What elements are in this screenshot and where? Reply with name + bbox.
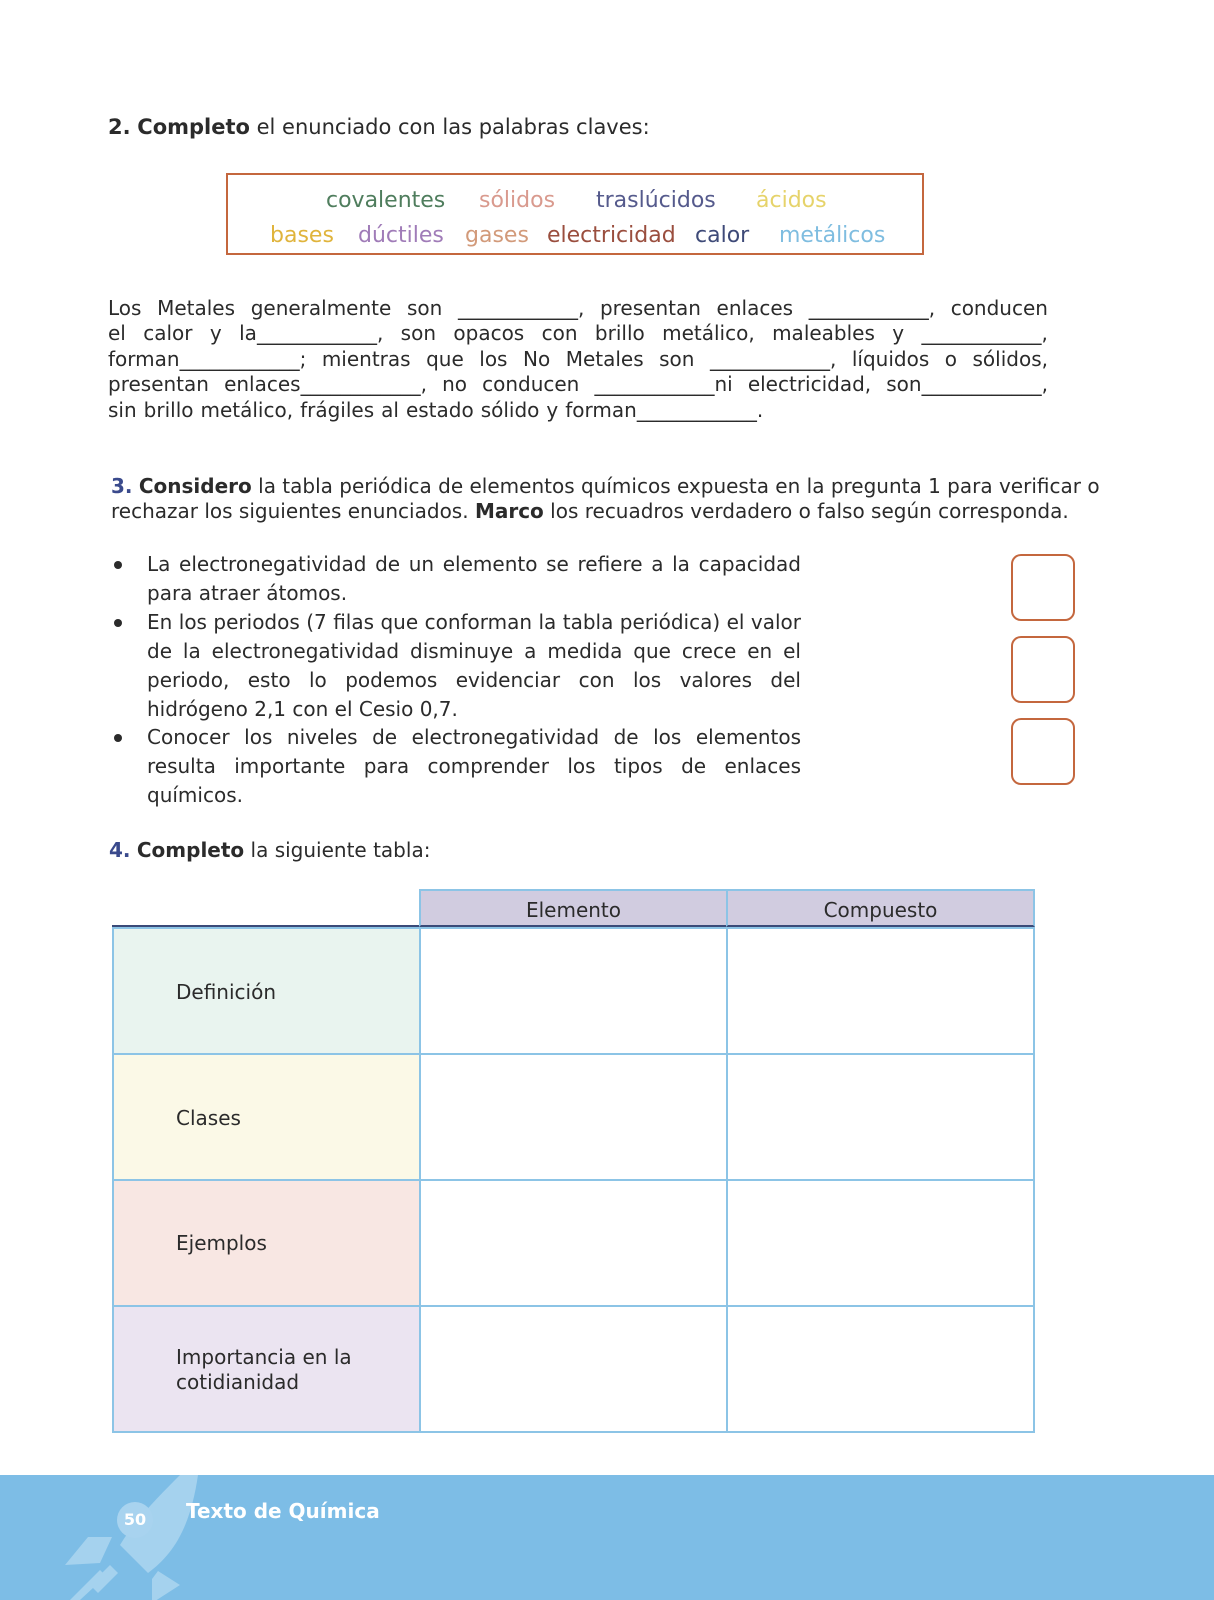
q4-heading <box>109 837 430 863</box>
paragraph-word: ____________, <box>457 296 585 320</box>
paragraph-word: el <box>108 321 126 345</box>
word-traslucidos: traslúcidos <box>596 188 716 213</box>
word-acidos: ácidos <box>756 188 827 213</box>
q3-heading-line-1 <box>111 474 1100 499</box>
answer-cell-clases-elemento[interactable] <box>419 1053 728 1181</box>
book-title: Texto de Química <box>186 1499 380 1523</box>
q3-text-2b: los recuadros verdadero o falso según corresponda. <box>543 499 1069 523</box>
paragraph-word: y <box>546 398 559 422</box>
bullet-dot <box>114 734 122 742</box>
word-electricidad: electricidad <box>547 223 676 248</box>
paragraph-word: forman____________. <box>565 398 764 422</box>
bullet-dot <box>114 561 122 569</box>
paragraph-word: presentan <box>108 372 209 396</box>
row-label-definicion: Definición <box>176 980 276 1004</box>
row-label-importancia: Importancia en la cotidianidad <box>176 1345 352 1394</box>
paragraph-word: sin <box>108 398 137 422</box>
paragraph-line-5 <box>108 398 1048 423</box>
true-false-checkbox-1[interactable] <box>1011 554 1075 621</box>
paragraph-word: con <box>541 321 578 345</box>
answer-cell-ejemplos-compuesto[interactable] <box>726 1179 1035 1307</box>
paragraph-word: Metales <box>565 347 644 371</box>
q2-heading <box>108 114 650 140</box>
statement-1: La electronegatividad de un elemento se refiere a la capacidad para atraer átomos. <box>147 552 801 605</box>
paragraph-word: generalmente <box>250 296 392 320</box>
paragraph-word: son <box>659 347 695 371</box>
paragraph-word: los <box>479 347 508 371</box>
paragraph-line-4 <box>108 372 1048 397</box>
paragraph-word: metálico, <box>200 398 294 422</box>
paragraph-line-1 <box>108 296 1048 321</box>
q3-heading-line-2 <box>111 499 1069 524</box>
q4-instruction: la siguiente tabla: <box>244 838 431 862</box>
paragraph-word: la____________, <box>239 321 384 345</box>
answer-cell-importancia-compuesto[interactable] <box>726 1305 1035 1433</box>
paragraph-word: calor <box>143 321 193 345</box>
answer-cell-ejemplos-elemento[interactable] <box>419 1179 728 1307</box>
paragraph-word: son <box>406 296 443 320</box>
paragraph-word: ____________ni <box>594 372 733 396</box>
paragraph-word: no <box>442 372 467 396</box>
true-false-checkbox-2[interactable] <box>1011 636 1075 703</box>
paragraph-word: y <box>209 321 222 345</box>
paragraph-word: frágiles <box>300 398 375 422</box>
word-calor: calor <box>695 223 750 248</box>
answer-cell-clases-compuesto[interactable] <box>726 1053 1035 1181</box>
paragraph-word: líquidos <box>851 347 930 371</box>
paragraph-line-2 <box>108 321 1048 346</box>
paragraph-word: presentan <box>599 296 701 320</box>
paragraph-line-3 <box>108 347 1048 372</box>
q2-instruction: el enunciado con las palabras claves: <box>249 115 650 139</box>
paragraph-word: brillo <box>594 321 645 345</box>
word-ductiles: dúctiles <box>358 223 444 248</box>
row-label-clases: Clases <box>176 1106 241 1130</box>
paragraph-word: maleables <box>772 321 875 345</box>
word-bases: bases <box>270 223 334 248</box>
paragraph-word: que <box>426 347 464 371</box>
statement-3: Conocer los niveles de electronegatividad de los elementos resulta importante para comprender los tipos de enlaces químicos. <box>147 725 801 807</box>
paragraph-word: o <box>944 347 957 371</box>
row-label-ejemplos: Ejemplos <box>176 1231 267 1255</box>
paragraph-word: ____________, <box>709 347 837 371</box>
bullet-dot <box>114 619 122 627</box>
paragraph-word: mientras <box>321 347 411 371</box>
paragraph-word: No <box>522 347 551 371</box>
footer-bar <box>0 1475 1214 1600</box>
word-covalentes: covalentes <box>326 188 446 213</box>
column-header-elemento: Elemento <box>525 898 622 922</box>
q2-number: 2. <box>108 115 131 139</box>
statement-2: En los periodos (7 filas que conforman la tabla periódica) el valor de la electronegatividad disminuye a medida que crece en el periodo, esto lo podemos evidenciar con los valores del hidrógeno 2,1 con el Cesio 0,7. <box>147 610 801 721</box>
paragraph-word: enlaces____________, <box>224 372 427 396</box>
paragraph-word: brillo <box>143 398 194 422</box>
paragraph-word: al <box>381 398 399 422</box>
paragraph-word: estado <box>405 398 474 422</box>
answer-cell-definicion-elemento[interactable] <box>419 927 728 1055</box>
paragraph-word: forman____________; <box>108 347 307 371</box>
paragraph-word: enlaces <box>716 296 794 320</box>
column-header-compuesto: Compuesto <box>823 898 938 922</box>
rocket-icon <box>40 1475 240 1600</box>
q4-number: 4. <box>109 838 131 862</box>
word-solidos: sólidos <box>479 188 556 213</box>
true-false-checkbox-3[interactable] <box>1011 718 1075 785</box>
paragraph-word: sólidos, <box>972 347 1048 371</box>
q3-verb-marco: Marco <box>474 499 544 523</box>
paragraph-word: Los <box>108 296 142 320</box>
paragraph-word: opacos <box>453 321 525 345</box>
paragraph-word: ____________, <box>808 296 936 320</box>
answer-cell-definicion-compuesto[interactable] <box>726 927 1035 1055</box>
paragraph-word: y <box>892 321 905 345</box>
paragraph-word: sólido <box>480 398 540 422</box>
paragraph-word: conducen <box>482 372 580 396</box>
q3-verb-considero: Considero <box>138 474 252 498</box>
q2-verb: Completo <box>137 115 250 139</box>
q3-text-2a: rechazar los siguientes enunciados. <box>111 499 475 523</box>
paragraph-word: electricidad, <box>747 372 872 396</box>
word-gases: gases <box>465 223 529 248</box>
paragraph-word: ____________, <box>921 321 1048 345</box>
word-metalicos: metálicos <box>779 223 886 248</box>
paragraph-word: Metales <box>157 296 236 320</box>
row-label-cell-clases <box>112 1053 421 1181</box>
answer-cell-importancia-elemento[interactable] <box>419 1305 728 1433</box>
paragraph-word: son <box>400 321 437 345</box>
paragraph-word: metálico, <box>662 321 755 345</box>
q3-number: 3. <box>111 474 133 498</box>
page-number: 50 <box>117 1502 153 1538</box>
q3-text-1: la tabla periódica de elementos químicos expuesta en la pregunta 1 para verificar o <box>251 474 1100 498</box>
q4-verb: Completo <box>136 838 245 862</box>
paragraph-word: son____________, <box>886 372 1048 396</box>
paragraph-word: conducen <box>950 296 1048 320</box>
